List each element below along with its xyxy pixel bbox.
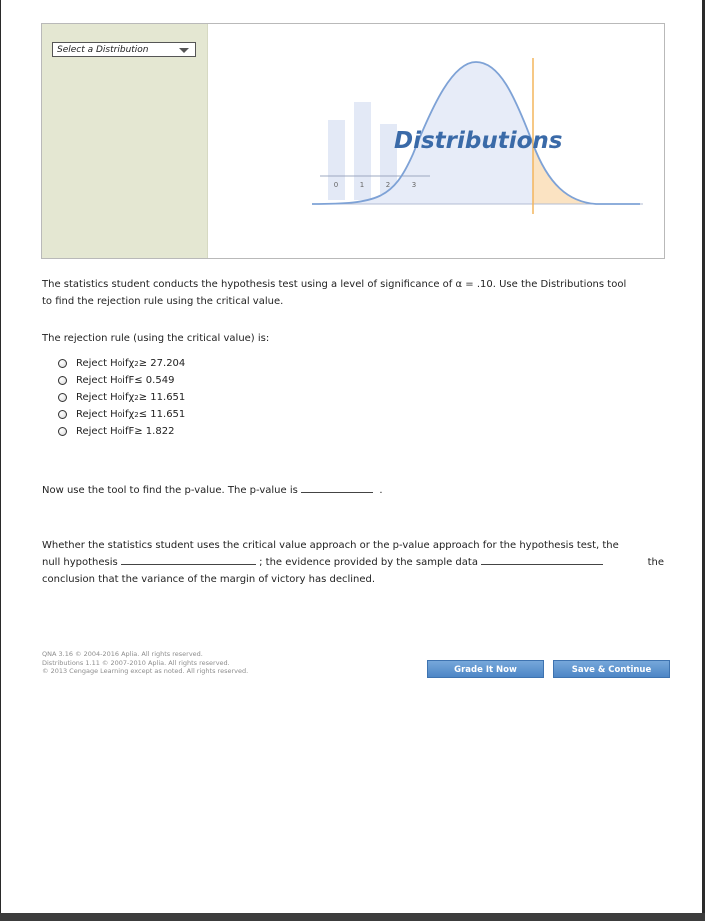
option-text: Reject H: [76, 392, 118, 403]
distributions-illustration: [208, 24, 664, 258]
distribution-select[interactable]: [52, 42, 196, 57]
option-statistic: χ: [128, 358, 135, 369]
conclusion-question: [42, 537, 664, 588]
radio-button[interactable]: [58, 410, 67, 419]
radio-button[interactable]: [58, 376, 67, 385]
distributions-tool: [41, 23, 665, 259]
option-statistic: F: [128, 426, 135, 437]
conclusion-text-b: ; the evidence provided by the sample data: [259, 557, 478, 568]
intro-text-start: The statistics student conducts the hypothesis test using a level of significance of: [42, 279, 456, 290]
distribution-select-label: Select a Distribution: [57, 45, 149, 55]
axis-tick: 1: [359, 181, 365, 189]
rejection-rule-option[interactable]: Reject H 0 if F ≤ 0.549: [58, 372, 185, 389]
option-relation: ≤ 11.651: [138, 409, 186, 420]
option-text: if: [122, 426, 129, 437]
radio-button[interactable]: [58, 427, 67, 436]
save-continue-button[interactable]: Save & Continue: [553, 660, 670, 678]
grade-it-now-button[interactable]: Grade It Now: [427, 660, 544, 678]
chevron-down-icon: [179, 48, 189, 53]
conclusion-line1: Whether the statistics student uses the critical value approach or the p-value approach for the hypothesis test, the: [42, 540, 619, 551]
option-text: Reject H: [76, 375, 118, 386]
copyright-line: QNA 3.16 © 2004-2016 Aplia. All rights reserved.: [42, 650, 203, 658]
option-relation: ≥ 1.822: [134, 426, 175, 437]
pvalue-period: .: [379, 485, 383, 496]
option-relation: ≥ 27.204: [138, 358, 186, 369]
option-text: if: [122, 375, 129, 386]
conclusion-line3: conclusion that the variance of the margin of victory has declined.: [42, 574, 376, 585]
option-statistic: F: [128, 375, 135, 386]
option-text: Reject H: [76, 409, 118, 420]
alpha-symbol: α: [455, 279, 463, 290]
pvalue-input[interactable]: [301, 482, 373, 493]
option-relation: ≥ 11.651: [138, 392, 186, 403]
rejection-rule-options: [58, 355, 185, 440]
tool-sidebar: [42, 24, 208, 258]
tool-title: Distributions: [394, 128, 563, 154]
copyright-footer: [42, 650, 248, 676]
evidence-dropdown[interactable]: [481, 554, 603, 565]
intro-text-line2: to find the rejection rule using the critical value.: [42, 296, 284, 307]
rejection-rule-option[interactable]: Reject H 0 if χ 2 ≤ 11.651: [58, 406, 185, 423]
conclusion-text-c: the: [647, 557, 664, 568]
intro-text-end: = .10. Use the Distributions tool: [462, 279, 627, 290]
conclusion-line2: [42, 554, 664, 571]
option-text: if: [122, 392, 129, 403]
option-statistic: χ: [128, 392, 135, 403]
axis-tick: 2: [385, 181, 391, 189]
question-intro: [42, 276, 672, 310]
option-text: if: [122, 358, 129, 369]
rejection-rule-prompt: The rejection rule (using the critical value) is:: [42, 333, 270, 344]
rejection-rule-option[interactable]: Reject H 0 if χ 2 ≥ 27.204: [58, 355, 185, 372]
option-text: if: [122, 409, 129, 420]
option-text: Reject H: [76, 426, 118, 437]
option-relation: ≤ 0.549: [134, 375, 175, 386]
null-hypothesis-dropdown[interactable]: [121, 554, 256, 565]
radio-button[interactable]: [58, 359, 67, 368]
pvalue-text: Now use the tool to find the p-value. The p-value is: [42, 485, 298, 496]
bottom-bar: [0, 913, 705, 921]
page: [1, 0, 702, 913]
axis-tick: 0: [333, 181, 339, 189]
conclusion-text-a: null hypothesis: [42, 557, 118, 568]
rejection-rule-option[interactable]: Reject H 0 if F ≥ 1.822: [58, 423, 185, 440]
axis-tick: 3: [411, 181, 417, 189]
copyright-line: © 2013 Cengage Learning except as noted. All rights reserved.: [42, 667, 249, 675]
radio-button[interactable]: [58, 393, 67, 402]
rejection-rule-option[interactable]: Reject H 0 if χ 2 ≥ 11.651: [58, 389, 185, 406]
option-text: Reject H: [76, 358, 118, 369]
option-statistic: χ: [128, 409, 135, 420]
copyright-line: Distributions 1.11 © 2007-2010 Aplia. All rights reserved.: [42, 658, 230, 667]
pvalue-question: [42, 482, 383, 499]
